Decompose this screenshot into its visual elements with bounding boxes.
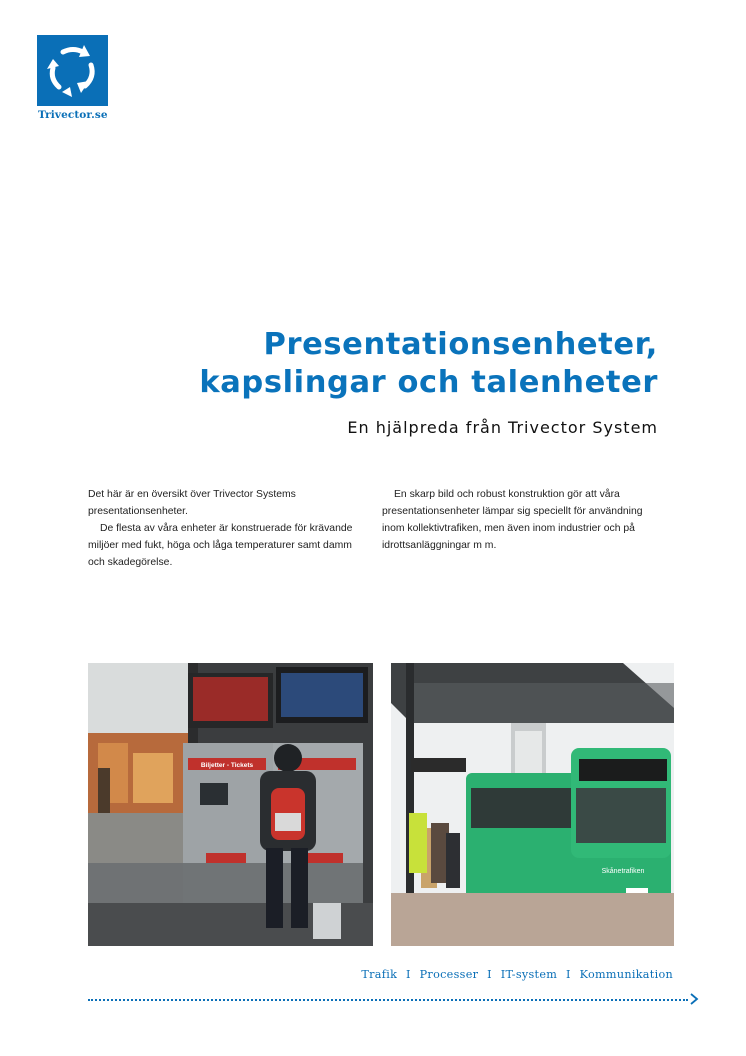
recycle-arrows-icon	[37, 35, 108, 106]
ticket-machine-photo	[88, 663, 373, 946]
page-title	[98, 326, 658, 402]
title-line-2: kapslingar och talenheter	[199, 365, 658, 400]
footer-item-processer[interactable]: Processer	[419, 968, 479, 981]
arrow-right-icon	[688, 992, 700, 1006]
title-line-1: Presentationsenheter,	[263, 327, 658, 362]
logo-text[interactable]: Trivector.se	[38, 109, 108, 121]
intro-left-column	[88, 486, 370, 571]
footer-separator: I	[487, 968, 492, 981]
intro-paragraph: En skarp bild och robust konstruktion gör att våra presentationsenheter lämpar sig speciellt för användning inom kollektivtrafiken, men även inom industrier och på idrottsanläggningar m m.	[382, 489, 643, 551]
footer-nav	[361, 968, 673, 981]
bus-side-text: Skånetrafiken	[601, 868, 645, 875]
footer-item-it-system[interactable]: IT-system	[500, 968, 558, 981]
footer-separator: I	[406, 968, 411, 981]
trivector-logo	[37, 35, 108, 106]
footer-item-trafik[interactable]: Trafik	[361, 968, 398, 981]
intro-paragraph: De flesta av våra enheter är konstruerade för krävande miljöer med fukt, höga och låga temperaturer samt damm och skadegörelse.	[88, 523, 353, 568]
intro-right-column	[382, 486, 664, 554]
footer-separator: I	[566, 968, 571, 981]
page-subtitle: En hjälpreda från Trivector System	[347, 418, 658, 437]
footer-item-kommunikation[interactable]: Kommunikation	[579, 968, 673, 981]
ticket-sign: Biljetter - Tickets	[200, 762, 254, 769]
footer-dotted-line	[88, 999, 688, 1001]
bus-stop-photo	[391, 663, 674, 946]
intro-paragraph: Det här är en översikt över Trivector Systems presentationsenheter.	[88, 489, 296, 517]
